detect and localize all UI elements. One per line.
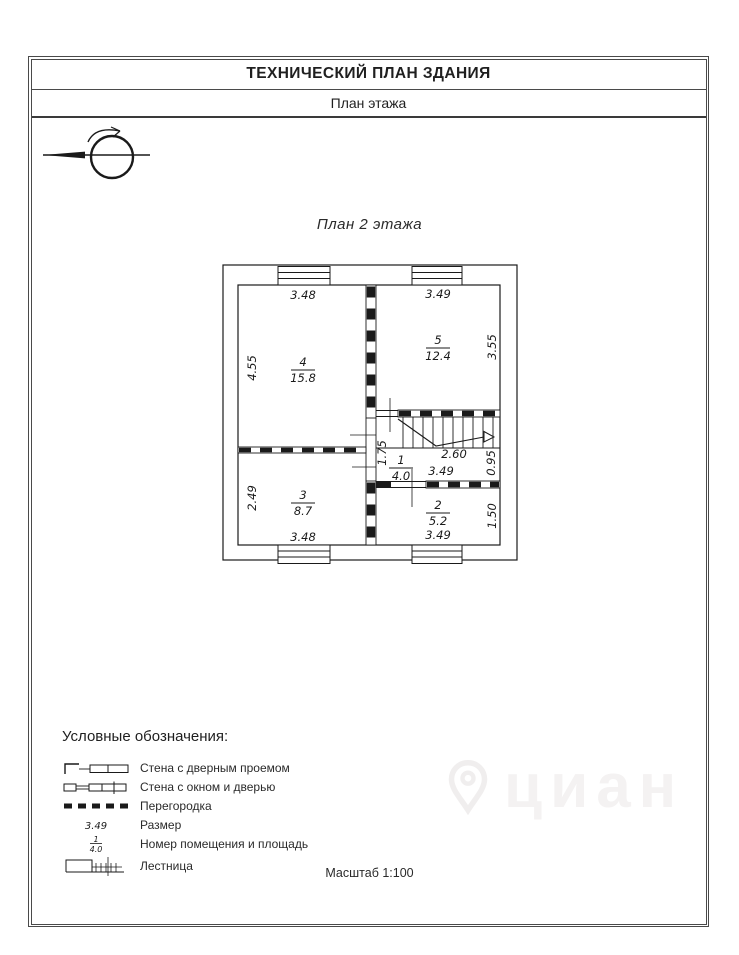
page-subtitle: План этажа (330, 94, 407, 111)
page-title: ТЕХНИЧЕСКИЙ ПЛАН ЗДАНИЯ (246, 65, 491, 82)
partition-room4-room3 (238, 447, 366, 453)
legend-label: Перегородка (140, 798, 212, 813)
legend-label: Лестница (140, 859, 193, 873)
legend-label: Стена с дверным проемом (140, 760, 290, 775)
legend-item-size (62, 815, 392, 834)
room-4-number: 4 (299, 355, 307, 369)
dim-right-mid: 0.95 (484, 450, 498, 476)
document-subtitle-row (32, 90, 706, 118)
window-bottom-left-icon (278, 545, 330, 564)
room-2-area: 5.2 (428, 514, 448, 528)
dim-right-upper: 3.55 (485, 334, 499, 360)
stair-direction-line (398, 419, 484, 446)
legend-item-room-number (62, 834, 392, 853)
dim-stair-bottom: 3.49 (428, 464, 454, 478)
room-3-number: 3 (299, 488, 307, 502)
scale-label: Масштаб 1:100 (325, 866, 414, 880)
window-top-left-icon (278, 267, 330, 286)
legend (62, 728, 392, 879)
room-5-number: 5 (434, 333, 442, 347)
dim-left-upper: 4.55 (245, 355, 259, 381)
partition-vertical (366, 285, 376, 545)
floor-plan (190, 250, 530, 570)
dim-stair-width: 2.60 (441, 447, 467, 461)
legend-label: Размер (140, 817, 182, 832)
dim-bottom-right: 3.49 (425, 528, 451, 542)
staircase (376, 417, 500, 448)
room-2-number: 2 (434, 498, 442, 512)
room-5-area: 12.4 (425, 349, 451, 363)
legend-item-wall-door (62, 758, 392, 777)
floor-plan-title: План 2 этажа (316, 216, 423, 233)
dim-right-lower: 1.50 (485, 503, 499, 529)
size-label-icon (62, 816, 140, 834)
legend-label: Номер помещения и площадь (140, 836, 309, 851)
room-3-area: 8.7 (293, 504, 313, 518)
partition-icon (62, 797, 140, 815)
wall-with-window-door-icon (62, 778, 140, 796)
dim-hall-left: 1.75 (375, 440, 389, 466)
legend-heading: Условные обозначения: (62, 728, 229, 745)
dim-bottom-left: 3.48 (290, 530, 316, 544)
wall-with-door-icon (62, 759, 140, 777)
window-bottom-right-icon (412, 545, 462, 564)
legend-label: Стена с окном и дверью (140, 779, 276, 794)
size-sample-text: 3.49 (84, 820, 108, 832)
north-arrowhead (43, 152, 85, 159)
legend-item-wall-window-door (62, 777, 392, 796)
window-top-right-icon (412, 267, 462, 286)
watermark-text: циан (504, 752, 685, 821)
north-circle (91, 136, 133, 178)
stair-direction-arrowhead (484, 432, 494, 443)
partition-room5-hall (376, 410, 500, 417)
dim-top-left: 3.48 (290, 288, 316, 302)
room-1-area: 4.0 (391, 469, 411, 483)
room-area-sample: 4.0 (89, 844, 103, 854)
room-number-area-icon (62, 834, 140, 854)
room-1-number: 1 (397, 453, 405, 467)
room-number-sample: 1 (93, 834, 99, 844)
dim-left-lower: 2.49 (245, 485, 259, 511)
legend-item-partition (62, 796, 392, 815)
room-4-area: 15.8 (290, 371, 316, 385)
north-orientation-icon (40, 125, 190, 190)
dim-top-right: 3.49 (425, 287, 451, 301)
document-title-row (32, 60, 706, 90)
